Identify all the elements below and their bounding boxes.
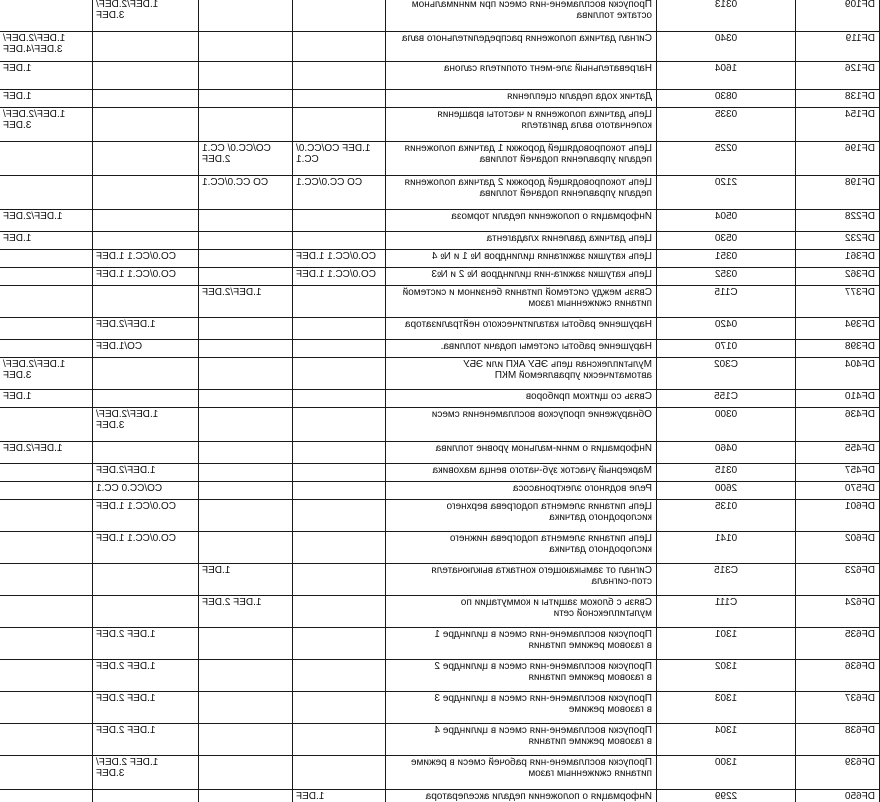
table-row [0,358,880,390]
status-cell-3: 1.DEF 2.DEF/ 3.DEF [93,756,199,790]
status-cell-1 [293,408,386,442]
table-row [0,660,880,692]
status-cell-1 [293,358,386,390]
obd-code-cell: 0141 [657,532,796,564]
status-cell-1: 1.DEF [293,790,386,802]
status-cell-4 [0,756,93,790]
fault-code-cell: DF377 [796,286,880,318]
status-cell-2 [199,390,293,408]
status-cell-3: 1.DEF/2.DEF [93,464,199,482]
status-cell-3 [93,596,199,628]
description-cell: Цепь токопроводящей дорожки 1 датчика положения педали управления подачей топлива [386,142,657,176]
status-cell-2 [199,358,293,390]
table-row [0,790,880,802]
status-cell-3 [93,390,199,408]
status-cell-4: 1.DEF [0,232,93,250]
description-cell: Цепь датчика давления хладагента [386,232,657,250]
status-cell-4 [0,564,93,596]
status-cell-2: CO/CC.0/ CC.1 2.DEF [199,142,293,176]
fault-code-cell: DF109 [796,0,880,32]
obd-code-cell: 0351 [657,250,796,268]
obd-code-cell: 0313 [657,0,796,32]
status-cell-3: 1.DEF/2.DEF [93,318,199,340]
status-cell-4 [0,724,93,756]
status-cell-4: 1.DEF/2.DEF [0,442,93,464]
fault-code-cell: DF228 [796,210,880,232]
description-cell: Нарушение работы каталитического нейтрализатора [386,318,657,340]
fault-code-cell: DF636 [796,660,880,692]
table-row [0,268,880,286]
description-cell: Пропуски воспламене-ния смеси в цилиндре 4 в газовом режиме питания [386,724,657,756]
table-row [0,564,880,596]
description-cell: Пропуски воспламене-ния смеси при минимальном остатке топлива [386,0,657,32]
status-cell-4: 1.DEF [0,90,93,108]
status-cell-2 [199,32,293,62]
description-cell: Цепь катушки зажига-ния цилиндров № 2 и №3 [386,268,657,286]
description-cell: Пропуски воспламене-ния смеси в цилиндре 1 в газовом режиме питания [386,628,657,660]
status-cell-1 [293,482,386,500]
obd-code-cell: C111 [657,596,796,628]
status-cell-1 [293,724,386,756]
status-cell-2 [199,62,293,90]
status-cell-2: 1.DEF 2.DEF [199,596,293,628]
fault-code-cell: DF602 [796,532,880,564]
status-cell-4 [0,286,93,318]
description-cell: Пропуски воспламене-ния смеси в цилиндре 2 в газовом режиме питания [386,660,657,692]
status-cell-4 [0,408,93,442]
status-cell-1 [293,660,386,692]
status-cell-4 [0,268,93,286]
status-cell-2 [199,628,293,660]
status-cell-4: 1.DEF [0,62,93,90]
table-row [0,390,880,408]
fault-code-cell: DF601 [796,500,880,532]
obd-code-cell: 0460 [657,442,796,464]
fault-code-cell: DF457 [796,464,880,482]
description-cell: Обнаружение пропусков воспламенения смеси [386,408,657,442]
table-row [0,108,880,142]
fault-code-cell: DF196 [796,142,880,176]
status-cell-4 [0,628,93,660]
obd-code-cell: 1300 [657,756,796,790]
status-cell-2: 1.DEF [199,564,293,596]
status-cell-1 [293,90,386,108]
status-cell-3: CO.0/CC.1 1.DEF [93,250,199,268]
status-cell-4: 1.DEF [0,390,93,408]
status-cell-4 [0,340,93,358]
table-row [0,250,880,268]
status-cell-3 [93,90,199,108]
description-cell: Реле водяного электронасоса [386,482,657,500]
status-cell-3 [93,790,199,802]
status-cell-2 [199,790,293,802]
status-cell-4 [0,692,93,724]
status-cell-3: 1.DEF/2.DEF/ 3.DEF [93,0,199,32]
status-cell-1 [293,62,386,90]
fault-code-cell: DF232 [796,232,880,250]
status-cell-1: CO.0/CC.1 1.DEF [293,268,386,286]
status-cell-2 [199,232,293,250]
status-cell-3 [93,442,199,464]
status-cell-2 [199,464,293,482]
table-row [0,210,880,232]
table-row [0,286,880,318]
status-cell-2 [199,408,293,442]
table-row [0,442,880,464]
status-cell-2 [199,108,293,142]
fault-code-cell: DF154 [796,108,880,142]
table-row [0,0,880,32]
description-cell: Цепь токопроводящей дорожки 2 датчика положения педали управления подачей топлива [386,176,657,210]
obd-code-cell: 0420 [657,318,796,340]
obd-code-cell: 0352 [657,268,796,286]
description-cell: Пропуски воспламене-ния рабочей смеси в режиме питания сжиженным газом [386,756,657,790]
description-cell: Сигнал от замыкающего контакта выключателя стоп-сигнала [386,564,657,596]
obd-code-cell: 1604 [657,62,796,90]
fault-code-cell: DF394 [796,318,880,340]
fault-code-cell: DF436 [796,408,880,442]
table-row [0,756,880,790]
table-row [0,232,880,250]
fault-code-cell: DF410 [796,390,880,408]
fault-code-cell: DF361 [796,250,880,268]
status-cell-3 [93,32,199,62]
table-row [0,482,880,500]
status-cell-3: CO.0/CC.1 1.DEF [93,500,199,532]
table-row [0,532,880,564]
status-cell-3 [93,62,199,90]
description-cell: Связь со щитком приборов [386,390,657,408]
obd-code-cell: 1303 [657,692,796,724]
status-cell-3: 1.DEF 2.DEF [93,628,199,660]
status-cell-2 [199,90,293,108]
fault-code-cell: DF404 [796,358,880,390]
fault-code-cell: DF635 [796,628,880,660]
status-cell-4 [0,482,93,500]
table-row [0,596,880,628]
status-cell-3 [93,232,199,250]
status-cell-4: 1.DEF/2.DEF/ 3.DEF [0,108,93,142]
fault-code-cell: DF455 [796,442,880,464]
fault-code-cell: DF570 [796,482,880,500]
status-cell-1 [293,756,386,790]
status-cell-1 [293,596,386,628]
status-cell-2 [199,660,293,692]
status-cell-4 [0,596,93,628]
status-cell-1 [293,692,386,724]
obd-code-cell: C115 [657,286,796,318]
description-cell: Нарушение работы системы подачи топлива. [386,340,657,358]
description-cell: Пропуски воспламене-ния смеси в цилиндре 3 в газовом режиме [386,692,657,724]
description-cell: Датчик хода педали сцепления [386,90,657,108]
table-row [0,90,880,108]
obd-code-cell: 0170 [657,340,796,358]
table-row [0,408,880,442]
table-row [0,724,880,756]
status-cell-1 [293,464,386,482]
fault-code-cell: DF126 [796,62,880,90]
status-cell-4 [0,250,93,268]
table-row [0,318,880,340]
status-cell-2 [199,532,293,564]
status-cell-2 [199,340,293,358]
description-cell: Маркерный участок зуб-чатого венца маховика [386,464,657,482]
obd-code-cell: 1301 [657,628,796,660]
status-cell-1 [293,232,386,250]
table-row [0,340,880,358]
status-cell-3 [93,176,199,210]
status-cell-4 [0,660,93,692]
status-cell-3 [93,358,199,390]
table-row [0,62,880,90]
description-cell: Информация о мини-мальном уровне топлива [386,442,657,464]
obd-code-cell: C302 [657,358,796,390]
description-cell: Сигнал датчика положения распределительного вала [386,32,657,62]
status-cell-1 [293,442,386,464]
status-cell-2 [199,692,293,724]
status-cell-3 [93,210,199,232]
fault-code-cell: DF639 [796,756,880,790]
status-cell-3 [93,108,199,142]
fault-code-cell: DF638 [796,724,880,756]
status-cell-1: 1.DEF CO/CC.0/ CC.1 [293,142,386,176]
status-cell-1 [293,340,386,358]
obd-code-cell: 0300 [657,408,796,442]
status-cell-2 [199,482,293,500]
obd-code-cell: C155 [657,390,796,408]
status-cell-4 [0,176,93,210]
status-cell-1 [293,108,386,142]
status-cell-3: 1.DEF 2.DEF [93,724,199,756]
status-cell-1 [293,500,386,532]
obd-code-cell: C315 [657,564,796,596]
description-cell: Цепь питания элемента подогрева верхнего кислородного датчика [386,500,657,532]
description-cell: Информация о положении педали акселератора [386,790,657,802]
table-row [0,692,880,724]
obd-code-cell: 1302 [657,660,796,692]
status-cell-2 [199,756,293,790]
status-cell-2 [199,442,293,464]
status-cell-2: CO CC.0/CC.1 [199,176,293,210]
fault-code-cell: DF119 [796,32,880,62]
obd-code-cell: 0340 [657,32,796,62]
fault-code-cell: DF362 [796,268,880,286]
status-cell-2: 1.DEF/2.DEF [199,286,293,318]
status-cell-4 [0,318,93,340]
status-cell-4 [0,532,93,564]
obd-code-cell: 0135 [657,500,796,532]
status-cell-2 [199,268,293,286]
description-cell: Нагревательный эле-мент отопителя салона [386,62,657,90]
fault-code-cell: DF198 [796,176,880,210]
status-cell-3 [93,142,199,176]
status-cell-3: CO/1.DEF [93,340,199,358]
status-cell-1 [293,0,386,32]
status-cell-1 [293,390,386,408]
obd-code-cell: 0335 [657,108,796,142]
status-cell-2 [199,318,293,340]
status-cell-2 [199,210,293,232]
status-cell-4 [0,464,93,482]
status-cell-1 [293,210,386,232]
obd-code-cell: 1304 [657,724,796,756]
fault-code-cell: DF624 [796,596,880,628]
status-cell-3: CO.0/CC.1 1.DEF [93,532,199,564]
description-cell: Цепь катушки зажигания цилиндров № 1 и № 4 [386,250,657,268]
status-cell-3: 1.DEF/2.DEF/ 3.DEF [93,408,199,442]
status-cell-2 [199,0,293,32]
status-cell-1: CO.0/CC.1 1.DEF [293,250,386,268]
fault-code-cell: DF398 [796,340,880,358]
status-cell-1 [293,318,386,340]
obd-code-cell: 2120 [657,176,796,210]
table-row [0,500,880,532]
status-cell-3: 1.DEF 2.DEF [93,692,199,724]
status-cell-1 [293,628,386,660]
status-cell-4 [0,142,93,176]
status-cell-4 [0,500,93,532]
status-cell-4 [0,790,93,802]
status-cell-3 [93,286,199,318]
table-row [0,628,880,660]
status-cell-2 [199,250,293,268]
description-cell: Связь с блоком защиты и коммутации по мультиплексной сети [386,596,657,628]
obd-code-cell: 0530 [657,232,796,250]
status-cell-3: CO/CC.0 CC.1 [93,482,199,500]
obd-code-cell: 2299 [657,790,796,802]
description-cell: Цепь датчика положения и частоты вращения коленчатого вала двигателя [386,108,657,142]
table-row [0,32,880,62]
obd-code-cell: 0225 [657,142,796,176]
status-cell-2 [199,500,293,532]
status-cell-4: 1.DEF/2.DEF [0,210,93,232]
status-cell-1 [293,286,386,318]
status-cell-4: 1.DEF/2.DEF/ 3.DEF [0,358,93,390]
obd-code-cell: 0830 [657,90,796,108]
status-cell-2 [199,724,293,756]
table-row [0,464,880,482]
status-cell-1 [293,564,386,596]
fault-code-cell: DF138 [796,90,880,108]
status-cell-3 [93,564,199,596]
status-cell-1: CO CC.0/CC.1 [293,176,386,210]
status-cell-1 [293,532,386,564]
description-cell: Мультиплексная цепь ЭБУ АКП или ЭБУ автоматически управляемой МКП [386,358,657,390]
table-row [0,142,880,176]
status-cell-1 [293,32,386,62]
obd-code-cell: 2600 [657,482,796,500]
description-cell: Информация о положении педали тормоза [386,210,657,232]
status-cell-4: 1.DEF/2.DEF/ 3.DEF/4.DEF [0,32,93,62]
description-cell: Связь между системой питания бензином и системой питания сжиженным газом [386,286,657,318]
obd-code-cell: 0504 [657,210,796,232]
status-cell-3: 1.DEF 2.DEF [93,660,199,692]
status-cell-3: CO.0/CC.1 1.DEF [93,268,199,286]
description-cell: Цепь питания элемента подогрева нижнего кислородного датчика [386,532,657,564]
fault-code-cell: DF623 [796,564,880,596]
table-row [0,176,880,210]
fault-code-cell: DF650 [796,790,880,802]
fault-code-cell: DF637 [796,692,880,724]
status-cell-4 [0,0,93,32]
obd-code-cell: 0315 [657,464,796,482]
